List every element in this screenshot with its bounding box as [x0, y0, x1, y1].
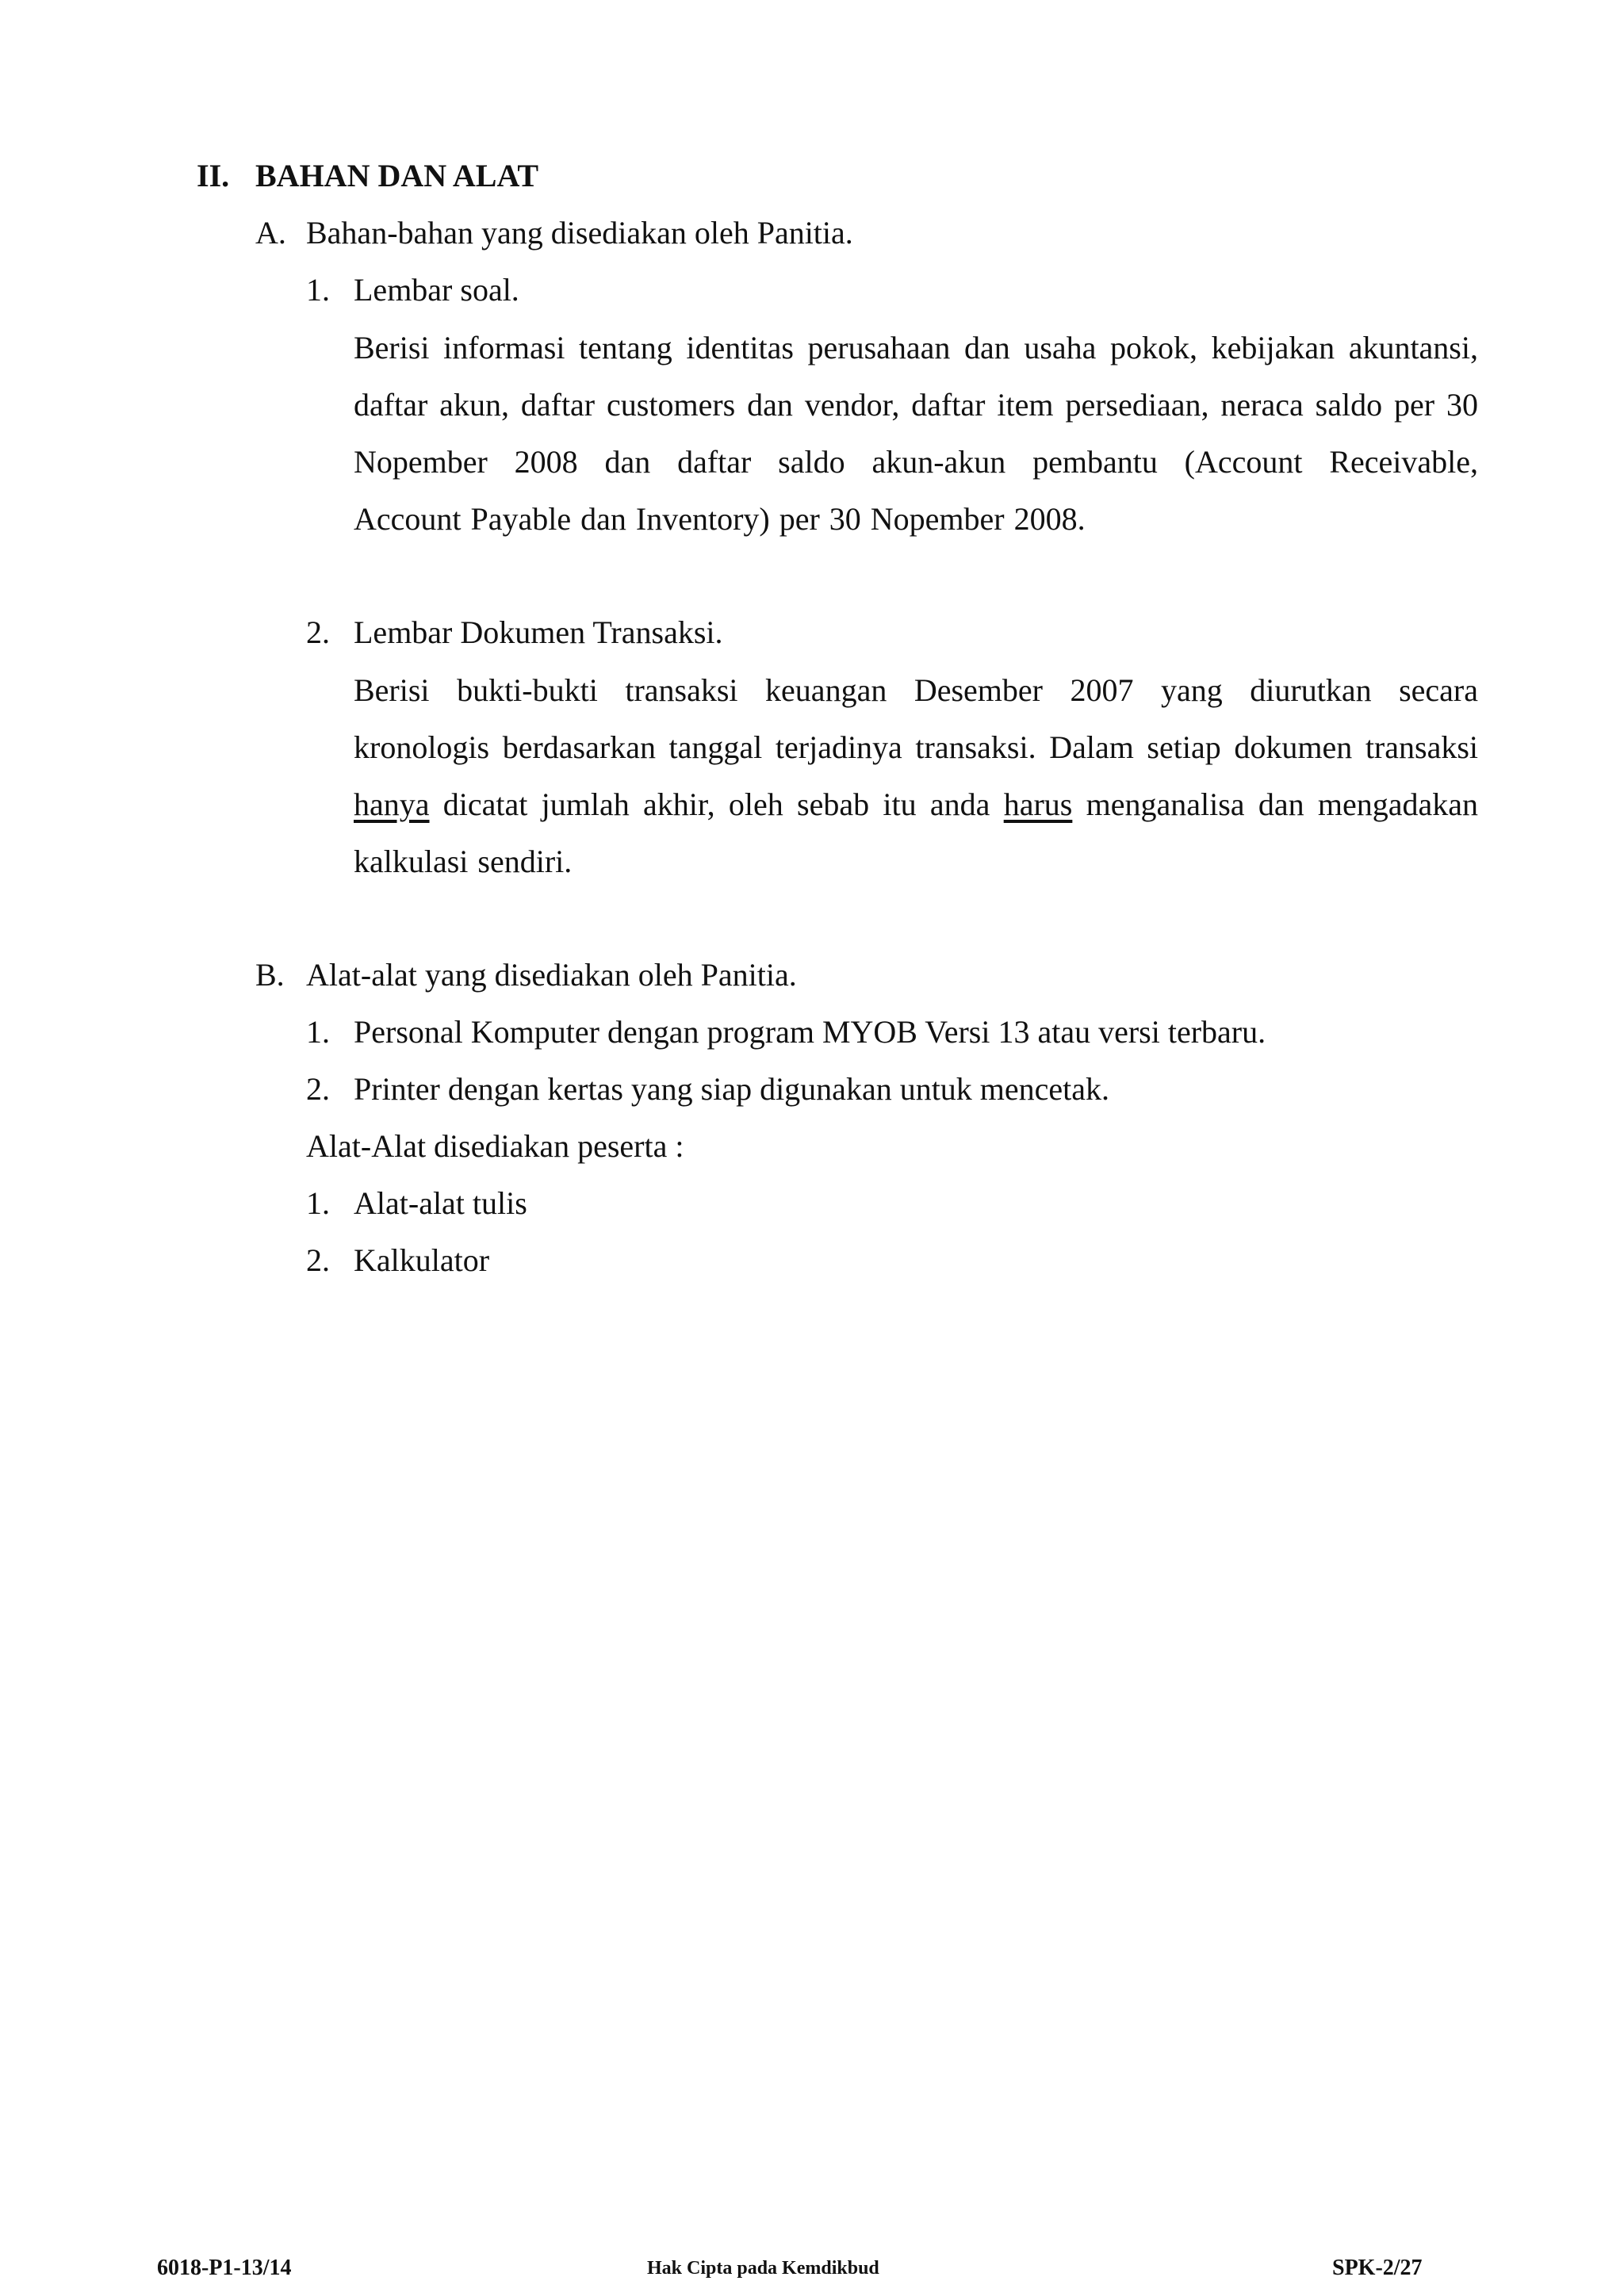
section-number: II.	[197, 158, 230, 193]
paragraph-text: menganalisa dan mengadakan	[1072, 786, 1478, 822]
part-a-item-2-paragraph	[354, 662, 1478, 890]
footer-copyright: Hak Cipta pada Kemdikbud	[647, 2258, 879, 2279]
part-a-item-1-title: Lembar soal.	[354, 272, 519, 308]
part-a-item-2-heading	[306, 614, 723, 652]
participant-item-1-number: 1.	[306, 1185, 330, 1221]
participant-item-2	[306, 1242, 489, 1280]
part-b-item-2-text: Printer dengan kertas yang siap digunakan untuk mencetak.	[354, 1071, 1110, 1107]
participant-tools-heading: Alat-Alat disediakan peserta :	[306, 1128, 684, 1164]
underlined-word-hanya: hanya	[354, 786, 430, 822]
part-a-item-2-title: Lembar Dokumen Transaksi.	[354, 614, 723, 650]
part-b-heading	[255, 956, 797, 994]
paragraph-line: Berisi bukti-bukti transaksi keuangan Desember 2007 yang diurutkan secara	[354, 672, 1478, 708]
footer-page-code: SPK-2/27	[1332, 2256, 1423, 2280]
part-b-title: Alat-alat yang disediakan oleh Panitia.	[306, 957, 797, 993]
part-b-item-2-number: 2.	[306, 1071, 330, 1107]
paragraph-line: kalkulasi sendiri.	[354, 844, 573, 879]
part-b-item-1-text: Personal Komputer dengan program MYOB Versi 13 atau versi terbaru.	[354, 1014, 1266, 1050]
paragraph-line: Berisi informasi tentang identitas perusahaan dan usaha pokok, kebijakan akuntansi,	[354, 330, 1478, 365]
section-heading	[197, 157, 538, 195]
participant-item-1-text: Alat-alat tulis	[354, 1185, 527, 1221]
underlined-word-harus: harus	[1003, 786, 1073, 822]
part-b-letter: B.	[255, 957, 285, 993]
part-b-item-1	[306, 1013, 1266, 1051]
part-a-item-2-number: 2.	[306, 614, 330, 650]
section-title: BAHAN DAN ALAT	[255, 158, 539, 193]
participant-item-1	[306, 1184, 527, 1223]
paragraph-line: daftar akun, daftar customers dan vendor, daftar item persediaan, neraca saldo per 30	[354, 387, 1478, 423]
part-a-heading	[255, 214, 853, 252]
participant-item-2-number: 2.	[306, 1242, 330, 1278]
paragraph-text: dicatat jumlah akhir, oleh sebab itu anda	[429, 786, 1004, 822]
paragraph-line: kronologis berdasarkan tanggal terjadinya transaksi. Dalam setiap dokumen transaksi	[354, 729, 1478, 765]
part-a-item-1-paragraph	[354, 320, 1478, 548]
part-b-item-1-number: 1.	[306, 1014, 330, 1050]
footer-document-code: 6018-P1-13/14	[157, 2256, 292, 2280]
paragraph-line: Nopember 2008 dan daftar saldo akun-akun pembantu (Account Receivable,	[354, 444, 1478, 480]
part-a-item-1-number: 1.	[306, 272, 330, 308]
paragraph-line: Account Payable dan Inventory) per 30 Nopember 2008.	[354, 501, 1086, 537]
part-a-item-1-heading	[306, 271, 519, 309]
part-a-title: Bahan-bahan yang disediakan oleh Panitia.	[306, 215, 853, 251]
participant-item-2-text: Kalkulator	[354, 1242, 490, 1278]
part-a-letter: A.	[255, 215, 286, 251]
paragraph-line	[354, 776, 1478, 833]
part-b-item-2	[306, 1070, 1109, 1108]
